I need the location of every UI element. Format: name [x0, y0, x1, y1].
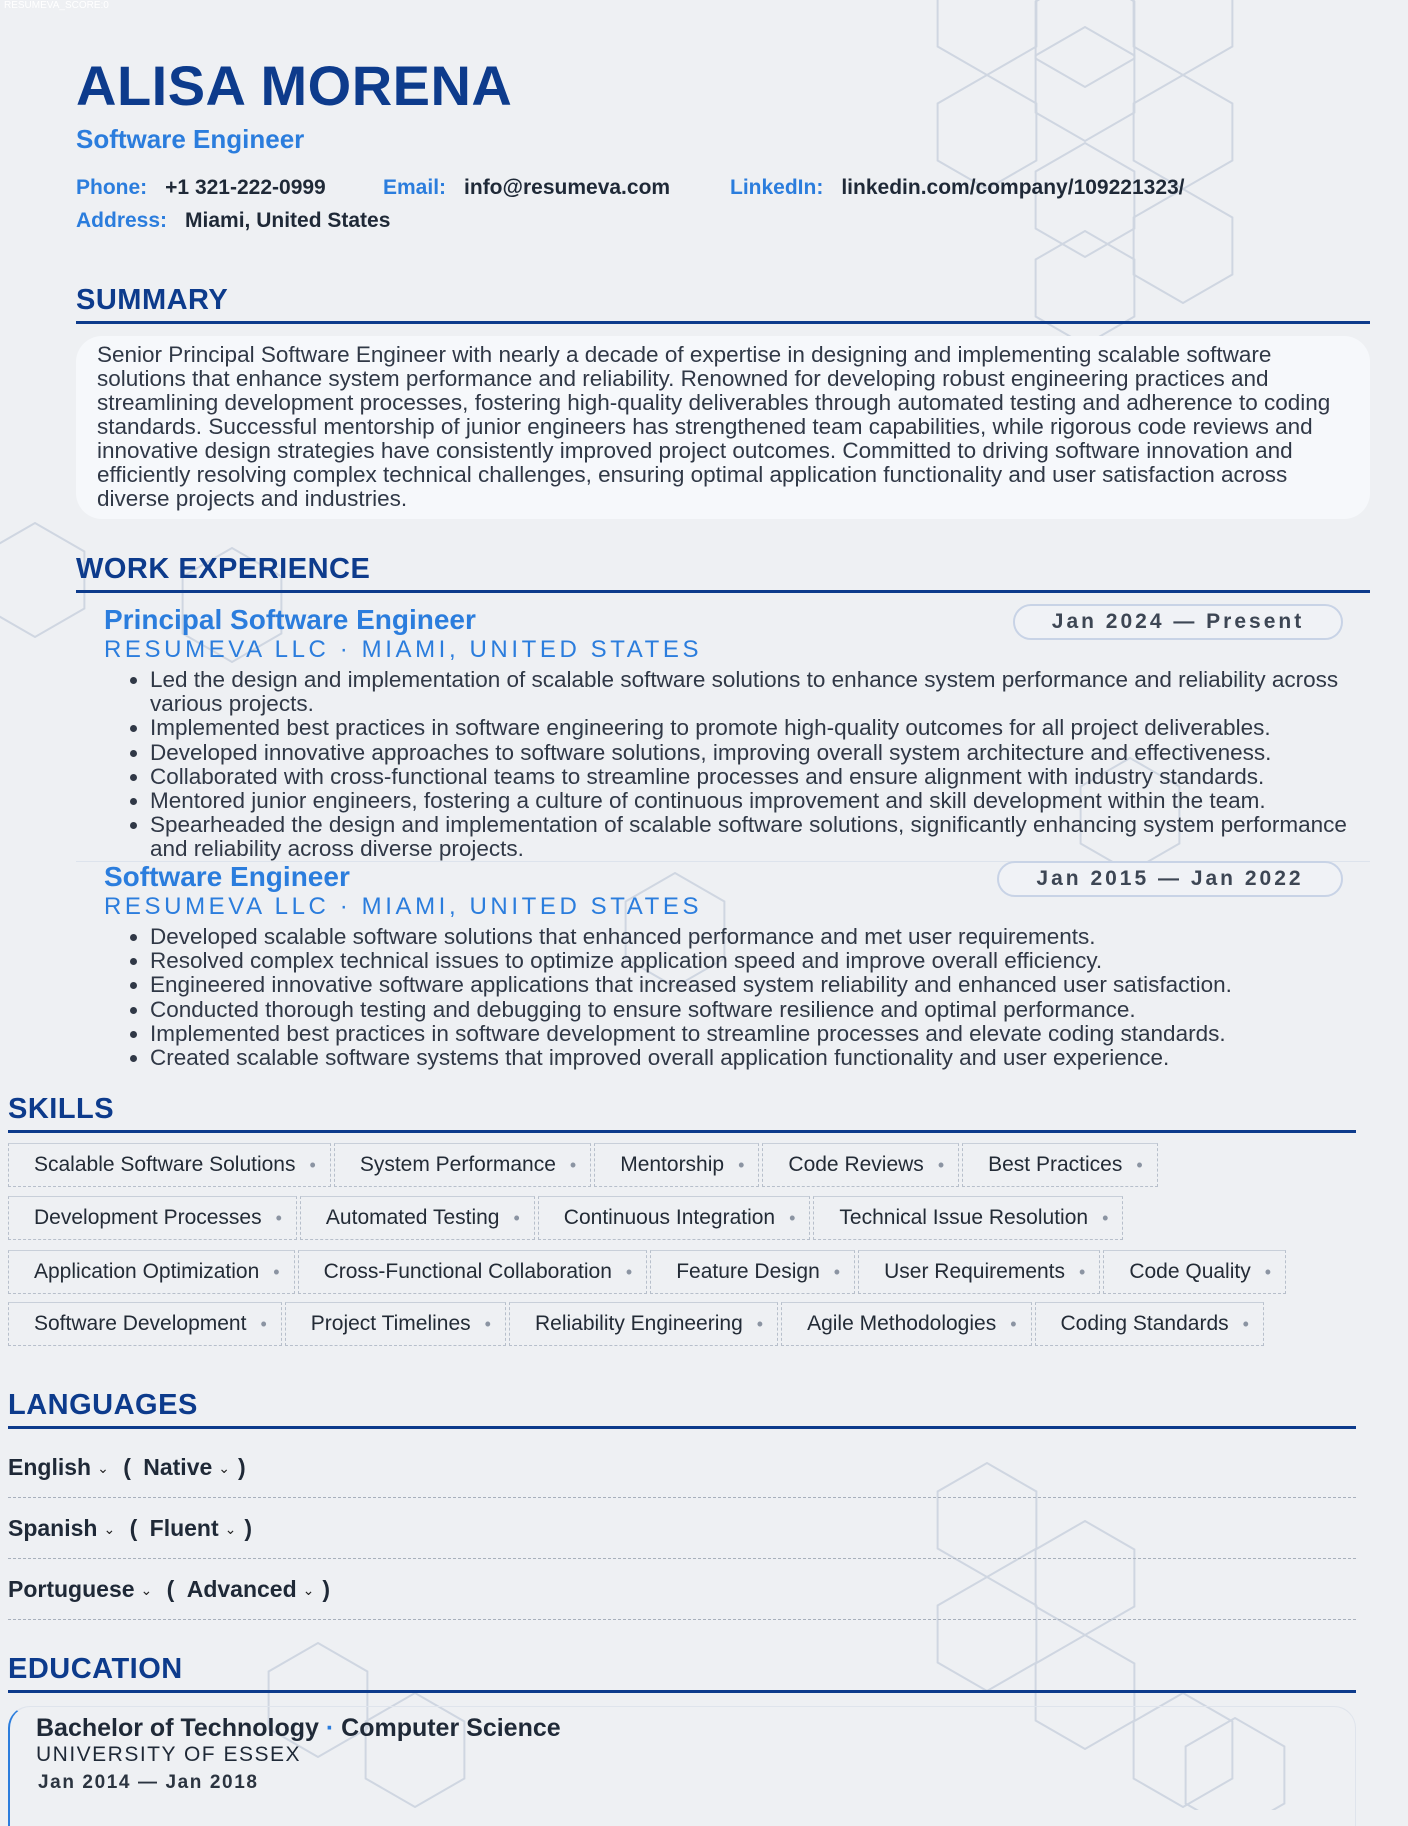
languages-heading: LANGUAGES: [8, 1389, 1356, 1429]
job-bullet: • Engineered innovative software applications that increased system reliability and enhanced user satisfaction.: [150, 973, 1380, 997]
linkedin-value[interactable]: linkedin.com/company/109221323/: [841, 176, 1185, 199]
candidate-role: Software Engineer: [76, 124, 305, 154]
hexagon-shape: [1134, 0, 1233, 75]
contact-email: [383, 176, 670, 200]
paren-open: (: [166, 1576, 175, 1602]
skill-chip: Cross-Functional Collaboration •: [298, 1250, 648, 1294]
summary-heading: SUMMARY: [76, 284, 1370, 324]
skill-chip: Agile Methodologies •: [781, 1302, 1031, 1346]
education-dates: Jan 2014 — Jan 2018: [38, 1772, 259, 1793]
summary-text: Senior Principal Software Engineer with nearly a decade of expertise in designing and implementing scalable software solutions that enhance system performance and reliability. Renowned for developing robust engineering practices and streamlining development processes, fostering high-quality deliverables through automated testing and adherence to coding standards. Successful mentorship of junior engineers has strengthened team capabilities, while rigorous code reviews and innovative design strategies have consistently improved project outcomes. Committed to driving software innovation and efficiently resolving complex technical challenges, ensuring optimal application functionality and user satisfaction across diverse projects and industries.: [76, 336, 1370, 519]
candidate-name: ALISA MORENA: [76, 54, 513, 117]
hexagon-shape: [938, 0, 1037, 75]
hexagon-shape: [938, 75, 1037, 189]
degree-separator: ·: [325, 1714, 335, 1742]
hexagon-shape: [1036, 143, 1135, 257]
address-value: Miami, United States: [185, 209, 391, 232]
skill-chip: Scalable Software Solutions •: [8, 1143, 331, 1187]
job-bullet: • Mentored junior engineers, fostering a culture of continuous improvement and skill development within the team.: [150, 789, 1380, 813]
chevron-down-icon[interactable]: ⌄: [218, 1460, 231, 1476]
skill-chip: Development Processes •: [8, 1196, 297, 1240]
contact-phone: [76, 176, 326, 200]
skill-chip: Project Timelines •: [285, 1302, 506, 1346]
paren-open: (: [123, 1454, 131, 1480]
skill-chip: Code Reviews •: [762, 1143, 959, 1187]
language-level: Native: [143, 1454, 213, 1480]
resume-header: [76, 54, 513, 155]
education-school: UNIVERSITY OF ESSEX: [36, 1743, 302, 1766]
job-bullet: • Implemented best practices in software development to streamline processes and elevate coding standards.: [150, 1022, 1380, 1046]
job-bullet: • Implemented best practices in software engineering to promote high-quality outcomes for all project deliverables.: [150, 716, 1380, 740]
job-bullet: • Spearheaded the design and implementation of scalable software solutions, significantly enhancing system performance and reliability across diverse projects.: [150, 813, 1380, 861]
skills-row: [8, 1302, 1267, 1348]
paren-close: ): [244, 1515, 253, 1541]
degree-name: Bachelor of Technology: [36, 1714, 319, 1742]
education-heading: EDUCATION: [8, 1653, 1356, 1693]
hexagon-shape: [1036, 0, 1135, 87]
skill-chip: Automated Testing •: [300, 1196, 535, 1240]
education-entry: [8, 1706, 1356, 1826]
skill-chip: Reliability Engineering •: [509, 1302, 778, 1346]
skill-chip: Continuous Integration •: [538, 1196, 811, 1240]
job-bullet: • Resolved complex technical issues to optimize application speed and improve overall efficiency.: [150, 949, 1380, 973]
language-name: Portuguese: [8, 1576, 135, 1602]
skills-heading: SKILLS: [8, 1093, 1356, 1133]
job-bullet: • Led the design and implementation of scalable software solutions to enhance system performance and reliability across various projects.: [150, 668, 1380, 716]
phone-label: Phone:: [76, 176, 148, 199]
address-label: Address:: [76, 209, 168, 232]
language-item: [8, 1559, 1356, 1620]
job-bullet: • Developed innovative approaches to software solutions, improving overall system architecture and effectiveness.: [150, 741, 1380, 765]
skills-row: [8, 1196, 1126, 1242]
job-bullet-list: [124, 925, 1380, 1070]
paren-close: ): [322, 1576, 331, 1602]
email-label: Email:: [383, 176, 447, 199]
job-title: Software Engineer: [104, 861, 350, 892]
hexagon-shape: [1134, 75, 1233, 189]
job-bullet-list: [124, 668, 1380, 862]
chevron-down-icon[interactable]: ⌄: [140, 1582, 153, 1598]
phone-value[interactable]: +1 321-222-0999: [165, 176, 326, 199]
work-experience-heading: WORK EXPERIENCE: [76, 553, 1370, 593]
paren-open: (: [129, 1515, 138, 1541]
language-name: English: [8, 1454, 92, 1480]
skill-chip: Application Optimization •: [8, 1250, 295, 1294]
job-bullet: • Developed scalable software solutions that enhanced performance and met user requirements.: [150, 925, 1380, 949]
chevron-down-icon[interactable]: ⌄: [302, 1582, 315, 1598]
job-date-badge: Jan 2024 — Present: [1013, 604, 1343, 640]
job-bullet: • Conducted thorough testing and debugging to ensure software resilience and optimal performance.: [150, 998, 1380, 1022]
skill-chip: Feature Design •: [650, 1250, 855, 1294]
job-date-badge: Jan 2015 — Jan 2022: [997, 861, 1343, 897]
email-value[interactable]: info@resumeva.com: [464, 176, 671, 199]
skill-chip: User Requirements •: [858, 1250, 1100, 1294]
skill-chip: System Performance •: [334, 1143, 591, 1187]
job-company: RESUMEVA LLC · MIAMI, UNITED STATES: [104, 893, 703, 920]
education-degree: [36, 1714, 561, 1743]
skills-row: [8, 1143, 1161, 1189]
score-marker: RESUMEVA_SCORE:0: [4, 0, 109, 11]
language-name: Spanish: [8, 1515, 98, 1541]
job-entry: [76, 604, 1370, 862]
job-company: RESUMEVA LLC · MIAMI, UNITED STATES: [104, 636, 703, 663]
skills-row: [8, 1250, 1289, 1296]
skill-chip: Code Quality •: [1103, 1250, 1286, 1294]
chevron-down-icon[interactable]: ⌄: [224, 1521, 237, 1537]
linkedin-label: LinkedIn:: [730, 176, 824, 199]
contact-linkedin: [730, 176, 1185, 200]
skill-chip: Coding Standards •: [1035, 1302, 1264, 1346]
chevron-down-icon[interactable]: ⌄: [103, 1521, 116, 1537]
skill-chip: Mentorship •: [594, 1143, 759, 1187]
skill-chip: Software Development •: [8, 1302, 282, 1346]
hexagon-shape: [1036, 27, 1135, 141]
hexagon-shape: [0, 523, 84, 637]
language-level: Advanced: [186, 1576, 297, 1602]
chevron-down-icon[interactable]: ⌄: [97, 1460, 109, 1476]
degree-field: Computer Science: [341, 1714, 561, 1742]
job-entry: [76, 861, 1370, 1081]
language-level: Fluent: [149, 1515, 219, 1541]
job-title: Principal Software Engineer: [104, 604, 476, 635]
contact-address: [76, 209, 390, 233]
paren-close: ): [238, 1454, 246, 1480]
job-bullet: • Created scalable software systems that improved overall application functionality and user experience.: [150, 1046, 1380, 1070]
job-bullet: • Collaborated with cross-functional teams to streamline processes and ensure alignment with industry standards.: [150, 765, 1380, 789]
skill-chip: Technical Issue Resolution •: [813, 1196, 1123, 1240]
language-item: [8, 1498, 1356, 1559]
skill-chip: Best Practices •: [962, 1143, 1158, 1187]
language-item: [8, 1437, 1356, 1498]
